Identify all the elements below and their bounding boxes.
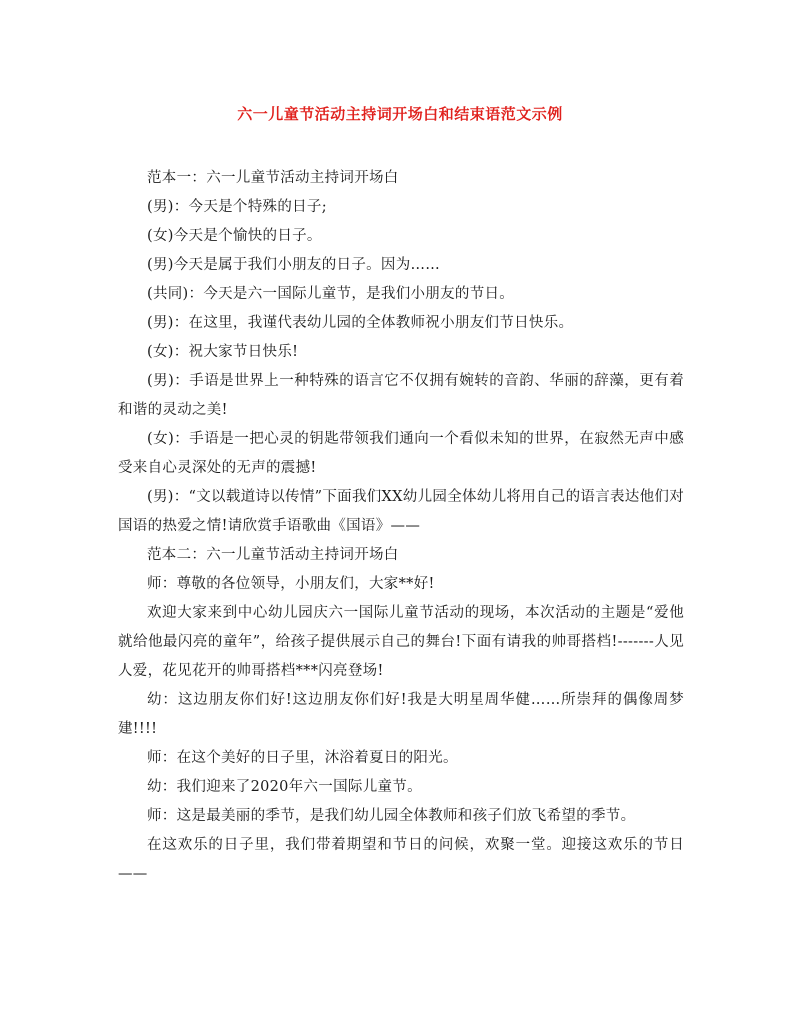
paragraph: (女)：祝大家节日快乐! — [147, 344, 299, 360]
paragraph: 范本二：六一儿童节活动主持词开场白 — [147, 547, 399, 563]
paragraph: (女)：手语是一把心灵的钥匙带领我们通向一个看似未知的世界，在寂然无声中感受来自心灵深处的无声的震撼! — [118, 431, 684, 476]
paragraph: 师：在这个美好的日子里，沐浴着夏日的阳光。 — [147, 750, 458, 766]
paragraph: 师：这是最美丽的季节，是我们幼儿园全体教师和孩子们放飞希望的季节。 — [147, 808, 636, 824]
paragraph: 师：尊敬的各位领导，小朋友们，大家**好! — [147, 576, 435, 592]
paragraph: (女)今天是个愉快的日子。 — [147, 228, 322, 244]
paragraph: (男)：在这里，我谨代表幼儿园的全体教师祝小朋友们节日快乐。 — [147, 315, 574, 331]
paragraph: (男)：“文以载道诗以传情”下面我们XX幼儿园全体幼儿将用自己的语言表达他们对国语的热爱之情!请欣赏手语歌曲《国语》—— — [118, 489, 684, 534]
paragraph: 幼：这边朋友你们好!这边朋友你们好!我是大明星周华健……所崇拜的偶像周梦建!!!! — [118, 692, 684, 737]
paragraph: (男)今天是属于我们小朋友的日子。因为…… — [147, 257, 441, 273]
paragraph: (男)：今天是个特殊的日子; — [147, 199, 327, 215]
paragraph: 在这欢乐的日子里，我们带着期望和节日的问候，欢聚一堂。迎接这欢乐的节日—— — [118, 837, 684, 882]
paragraph: 欢迎大家来到中心幼儿园庆六一国际儿童节活动的现场，本次活动的主题是“爱他就给他最闪亮的童年”，给孩子提供展示自己的舞台!下面有请我的帅哥搭档!-------人见人爱，花见花开的帅哥搭档***闪亮登场! — [118, 605, 684, 679]
document-title: 六一儿童节活动主持词开场白和结束语范文示例 — [237, 105, 563, 123]
paragraph: (共同)：今天是六一国际儿童节，是我们小朋友的节日。 — [147, 286, 515, 302]
paragraph: (男)：手语是世界上一种特殊的语言它不仅拥有婉转的音韵、华丽的辞藻，更有着和谐的灵动之美! — [118, 373, 684, 418]
paragraph: 幼：我们迎来了2020年六一国际儿童节。 — [147, 779, 422, 795]
paragraph: 范本一：六一儿童节活动主持词开场白 — [147, 170, 399, 186]
document-body — [118, 164, 684, 889]
